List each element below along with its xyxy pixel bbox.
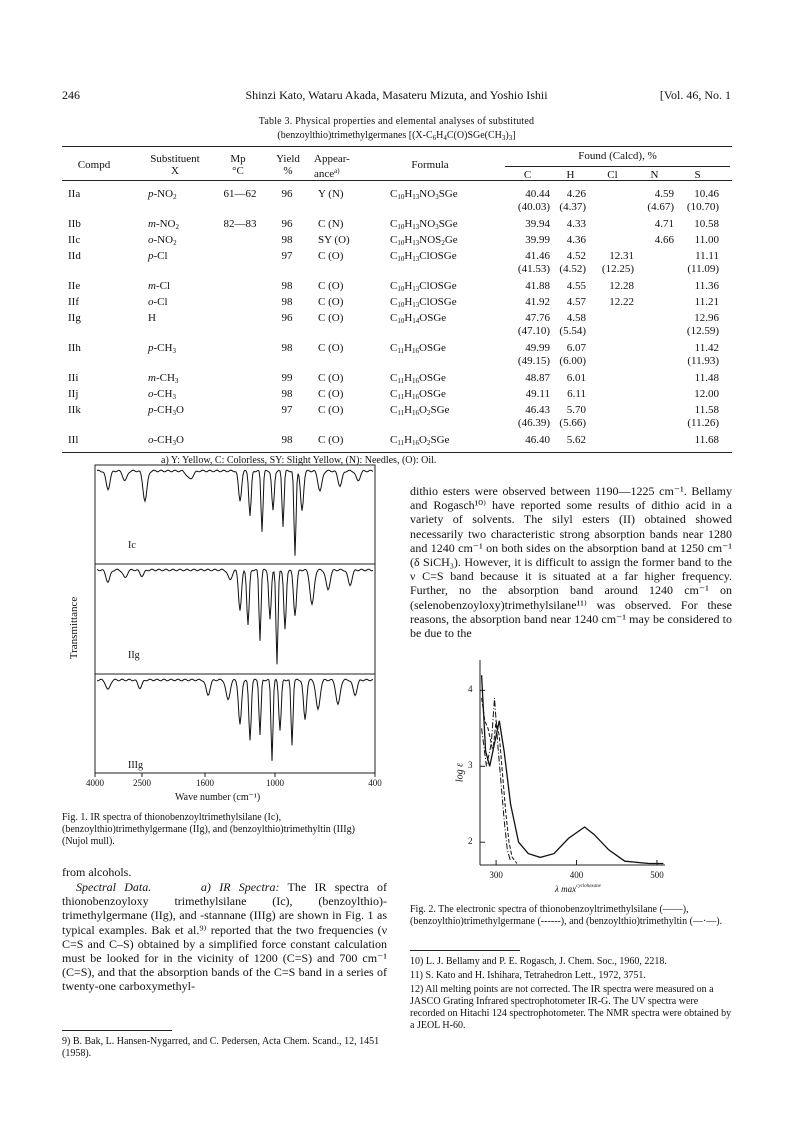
- table-footnote: a) Y: Yellow, C: Colorless, SY: Slight Yellow, (N): Needles, (O): Oil.: [161, 455, 437, 466]
- cell-app: C (N): [318, 218, 344, 230]
- cell-yield: 98: [281, 388, 293, 400]
- cell-compd: IIf: [68, 296, 79, 308]
- cell-yield: 98: [281, 342, 293, 354]
- fig1-trace-iiig: [97, 679, 373, 761]
- fig1-xtick-label: 400: [368, 778, 382, 788]
- cell-c: 41.46: [525, 250, 550, 262]
- cell-formula: $C_{11}H_{16}O_2SGe$: [390, 404, 450, 417]
- cell-formula: $C_{10}H_{13}ClOSGe$: [390, 250, 457, 263]
- cell-c: 40.44: [525, 188, 550, 200]
- fig1-trace-ic: [97, 470, 373, 556]
- cell-x: H: [148, 312, 156, 324]
- cell-c: 46.40: [525, 434, 550, 446]
- cell-yield: 99: [281, 372, 293, 384]
- col-compd: Compd: [77, 159, 111, 171]
- cell-calcd-s: (12.59): [686, 325, 719, 337]
- cell-h: 6.11: [567, 388, 586, 400]
- cell-c: 39.94: [525, 218, 550, 230]
- col-appearance-2: ance$^{a)}$: [314, 167, 340, 180]
- fig1-xtick-label: 1600: [196, 778, 214, 788]
- col-cl: Cl: [607, 169, 618, 181]
- col-n: N: [650, 169, 659, 181]
- cell-compd: IIk: [68, 404, 81, 416]
- footnote-9: 9) B. Bak, L. Hansen-Nygarred, and C. Pedersen, Acta Chem. Scand., 12, 1451 (1958).: [62, 1036, 380, 1059]
- cell-mp: 61—62: [223, 188, 257, 200]
- cell-x: $m-NO_2$: [148, 218, 180, 231]
- cell-calcd-h: (6.00): [559, 355, 586, 367]
- cell-h: 4.33: [566, 218, 586, 230]
- cell-formula: $C_{10}H_{13}NO_3SGe$: [390, 188, 458, 201]
- cell-c: 46.43: [525, 404, 550, 416]
- cell-n: 4.71: [654, 218, 674, 230]
- col-s: S: [694, 169, 701, 181]
- running-header-volume: [Vol. 46, No. 1: [659, 88, 731, 102]
- table-top-rule: [62, 146, 732, 147]
- cell-cl: 12.22: [609, 296, 634, 308]
- cell-x: $p-NO_2$: [148, 188, 177, 201]
- cell-calcd-s: (11.26): [687, 417, 719, 429]
- footnote-rule-right: [410, 950, 520, 951]
- cell-mp: 82—83: [223, 218, 257, 230]
- cell-c: 41.88: [525, 280, 550, 292]
- cell-calcd-h: (4.52): [559, 263, 586, 275]
- fig2-ytick-label: 3: [468, 760, 473, 771]
- footnote-rule-left: [62, 1030, 172, 1031]
- cell-compd: IIg: [68, 312, 81, 324]
- fig1-ir-spectra: [80, 455, 380, 785]
- fig1-label-iig: IIg: [128, 650, 140, 661]
- cell-app: Y (N): [318, 188, 344, 200]
- cell-s: 11.36: [694, 280, 719, 292]
- cell-yield: 96: [281, 312, 293, 324]
- cell-c: 48.87: [525, 372, 550, 384]
- fig2-caption: Fig. 2. The electronic spectra of thionobenzoyltrimethylsilane (——), (benzoylthio)trimethylgermane (------), and (benzoylthio)trimethyltin (—·—).: [410, 904, 723, 927]
- cell-x: $o-CH_3$: [148, 388, 176, 401]
- cell-app: C (O): [318, 434, 344, 446]
- cell-x: $m-CH_3$: [148, 372, 179, 385]
- table-bottom-rule: [62, 452, 732, 453]
- col-found: Found (Calcd), %: [578, 150, 657, 162]
- cell-compd: IIe: [68, 280, 81, 292]
- cell-app: C (O): [318, 342, 344, 354]
- cell-h: 5.62: [566, 434, 586, 446]
- fig2-xtick-label: 400: [569, 870, 584, 880]
- cell-h: 4.57: [566, 296, 586, 308]
- cell-cl: 12.28: [609, 280, 634, 292]
- fig2-ylabel: log ε: [454, 762, 466, 783]
- cell-app: C (O): [318, 280, 344, 292]
- footnote-12: 12) All melting points are not corrected. The IR spectra were measured on a JASCO Grating Infrared spectrophotometer IR-G. The UV spectra were recorded on Hitachi 124 spectrophotometer. The NMR spectra were obtained by a JEOL H-60.: [410, 984, 732, 1031]
- cell-cl: 12.31: [609, 250, 634, 262]
- cell-x: $o-CH_3O$: [148, 434, 184, 447]
- cell-yield: 97: [281, 404, 293, 416]
- fig1-label-iiig: IIIg: [128, 760, 143, 771]
- cell-compd: IIj: [68, 388, 79, 400]
- cell-s: 10.46: [694, 188, 719, 200]
- cell-s: 11.68: [694, 434, 719, 446]
- cell-x: p-Cl: [148, 250, 168, 262]
- cell-h: 4.58: [566, 312, 586, 324]
- cell-x: $p-CH_3O$: [148, 404, 184, 417]
- cell-s: 11.42: [694, 342, 719, 354]
- cell-app: C (O): [318, 388, 344, 400]
- cell-app: C (O): [318, 296, 344, 308]
- cell-x: o-Cl: [148, 296, 168, 308]
- cell-h: 4.52: [566, 250, 586, 262]
- col-c: C: [523, 169, 532, 181]
- cell-x: m-Cl: [148, 280, 171, 292]
- page-number: 246: [62, 88, 80, 102]
- fig2-uv-spectra: [450, 655, 680, 885]
- cell-calcd-c: (46.39): [517, 417, 550, 429]
- cell-calcd-s: (10.70): [686, 201, 719, 213]
- cell-compd: IIi: [68, 372, 79, 384]
- cell-formula: $C_{11}H_{16}OSGe$: [390, 388, 446, 401]
- cell-formula: $C_{10}H_{13}ClOSGe$: [390, 280, 457, 293]
- cell-c: 39.99: [525, 234, 550, 246]
- cell-s: 11.11: [695, 250, 719, 262]
- cell-h: 6.07: [566, 342, 586, 354]
- cell-calcd-c: (40.03): [517, 201, 550, 213]
- cell-x: $p-CH_3$: [148, 342, 176, 355]
- cell-compd: IId: [68, 250, 81, 262]
- cell-yield: 97: [281, 250, 293, 262]
- col-mp-unit: °C: [232, 165, 244, 177]
- table-caption-formula: (benzoylthio)trimethylgermanes [$(X-C_6H_4C(O)SGe(CH_3)_3]$: [277, 130, 516, 142]
- col-formula: Formula: [411, 159, 449, 171]
- cell-h: 4.36: [566, 234, 586, 246]
- cell-formula: $C_{11}H_{16}OSGe$: [390, 372, 446, 385]
- text-right-column: dithio esters were observed between 1190—1225 cm⁻¹. Bellamy and Rogasch¹⁰⁾ have reported some results of dithio acid in a variety of solvents. The silyl esters (II) obtained showed necessarily two characteristic strong absorption bands near 1280 and 1240 cm⁻¹ on both sides on the absorption band at 1250 cm⁻¹ (δ SiCH₃). However, it is difficult to assign the former band to the ν C=S band because it is situated at a far higher frequency. Further, no the absorption band around 1240 cm⁻¹ on (selenobenzoyloxy)trimethylsilane¹¹⁾ was observed. For these reasons, the absorption band near 1240 cm⁻¹ may be considered to be due to the: [410, 484, 732, 641]
- cell-n: 4.66: [654, 234, 674, 246]
- cell-calcd-s: (11.93): [687, 355, 719, 367]
- cell-s: 12.96: [694, 312, 719, 324]
- cell-h: 4.26: [566, 188, 586, 200]
- footnote-11: 11) S. Kato and H. Ishihara, Tetrahedron Lett., 1972, 3751.: [410, 970, 646, 981]
- fig1-caption: Fig. 1. IR spectra of thionobenzoyltrimethylsilane (Ic), (benzoylthio)trimethylgermane (IIg), and (benzoylthio)trimethyltin (IIIg) (Nujol mull).: [62, 812, 355, 847]
- cell-yield: 98: [281, 434, 293, 446]
- cell-formula: $C_{10}H_{13}NOS_2Ge$: [390, 234, 458, 247]
- fig1-label-ic: Ic: [128, 540, 136, 551]
- cell-calcd-h: (5.66): [559, 417, 586, 429]
- col-h: H: [566, 169, 575, 181]
- cell-c: 41.92: [525, 296, 550, 308]
- cell-formula: $C_{10}H_{14}OSGe$: [390, 312, 447, 325]
- cell-x: $o-NO_2$: [148, 234, 177, 247]
- cell-s: 11.21: [694, 296, 719, 308]
- cell-yield: 96: [281, 188, 293, 200]
- cell-yield: 98: [281, 296, 293, 308]
- cell-formula: $C_{11}H_{16}O_2SGe$: [390, 434, 450, 447]
- fig2-trace-silane: [482, 675, 664, 863]
- cell-yield: 98: [281, 280, 293, 292]
- cell-s: 11.00: [694, 234, 719, 246]
- cell-calcd-cl: (12.25): [601, 263, 634, 275]
- cell-formula: $C_{10}H_{13}ClOSGe$: [390, 296, 457, 309]
- cell-s: 12.00: [694, 388, 719, 400]
- fig1-xtick-label: 2500: [133, 778, 151, 788]
- cell-compd: IIh: [68, 342, 81, 354]
- col-yield: Yield: [276, 153, 300, 165]
- cell-compd: IIl: [68, 434, 79, 446]
- running-header-authors: Shinzi Kato, Wataru Akada, Masateru Mizuta, and Yoshio Ishii: [245, 88, 548, 102]
- cell-n: 4.59: [654, 188, 674, 200]
- cell-c: 47.76: [525, 312, 550, 324]
- cell-c: 49.99: [525, 342, 550, 354]
- cell-s: 10.58: [694, 218, 719, 230]
- fig2-xtick-label: 500: [650, 870, 664, 880]
- table-caption: Table 3. Physical properties and elemental analyses of substituted: [258, 116, 535, 127]
- cell-calcd-c: (49.15): [517, 355, 550, 367]
- cell-h: 5.70: [566, 404, 586, 416]
- footnote-10: 10) L. J. Bellamy and P. E. Rogasch, J. Chem. Soc., 1960, 2218.: [410, 956, 667, 967]
- cell-formula: $C_{11}H_{16}OSGe$: [390, 342, 446, 355]
- cell-formula: $C_{10}H_{13}NO_3SGe$: [390, 218, 458, 231]
- fig1-ylabel: Transmittance: [68, 596, 80, 660]
- col-mp: Mp: [230, 153, 246, 165]
- fig2-xtick-label: 300: [489, 870, 503, 880]
- cell-compd: IIc: [68, 234, 81, 246]
- text-from-alcohols: from alcohols.: [62, 865, 132, 879]
- cell-s: 11.58: [694, 404, 719, 416]
- cell-yield: 96: [281, 218, 293, 230]
- cell-app: C (O): [318, 250, 344, 262]
- fig1-xtick-label: 4000: [86, 778, 104, 788]
- cell-calcd-c: (47.10): [517, 325, 550, 337]
- cell-calcd-n: (4.67): [647, 201, 674, 213]
- cell-app: C (O): [318, 372, 344, 384]
- col-appearance: Appear-: [314, 153, 350, 165]
- text-spectral-data: Spectral Data. a) IR Spectra: The IR spectra of thionobenzoyloxy trimethylsilane (Ic), (benzoylthio)-trimethylgermane (IIg), and -stannane (IIIg) are shown in Fig. 1 as typical examples. Bak et al.⁹⁾ reported that the two frequencies (ν C=S and C–S) obtained by a simplified force constant calculation must be looked for in the vicinity of 1200 (C=S) and 700 cm⁻¹ (C=S), and that the absorption bands of the C=S band in a series of twenty-one carboxymethyl-: [62, 880, 387, 994]
- cell-c: 49.11: [525, 388, 550, 400]
- col-substituent-x: X: [171, 165, 179, 177]
- cell-app: C (O): [318, 312, 344, 324]
- cell-app: C (O): [318, 404, 344, 416]
- cell-calcd-h: (5.54): [559, 325, 586, 337]
- cell-calcd-c: (41.53): [517, 263, 550, 275]
- fig2-ytick-label: 4: [468, 684, 473, 695]
- col-substituent: Substituent: [150, 153, 200, 165]
- fig2-ytick-label: 2: [468, 836, 473, 847]
- fig1-xtick-label: 1000: [266, 778, 284, 788]
- cell-h: 6.01: [566, 372, 586, 384]
- cell-calcd-s: (11.09): [687, 263, 719, 275]
- cell-compd: IIb: [68, 218, 81, 230]
- cell-calcd-h: (4.37): [559, 201, 586, 213]
- col-yield-unit: %: [283, 165, 293, 177]
- fig1-frame: [95, 465, 375, 773]
- found-group-rule: [505, 166, 730, 167]
- cell-s: 11.48: [694, 372, 719, 384]
- cell-yield: 98: [281, 234, 293, 246]
- fig1-xlabel: Wave number (cm⁻¹): [175, 792, 261, 803]
- cell-app: SY (O): [318, 234, 350, 246]
- cell-compd: IIa: [68, 188, 81, 200]
- fig2-xlabel: λ $\max^{cyclohexane}$: [555, 884, 601, 894]
- cell-h: 4.55: [566, 280, 586, 292]
